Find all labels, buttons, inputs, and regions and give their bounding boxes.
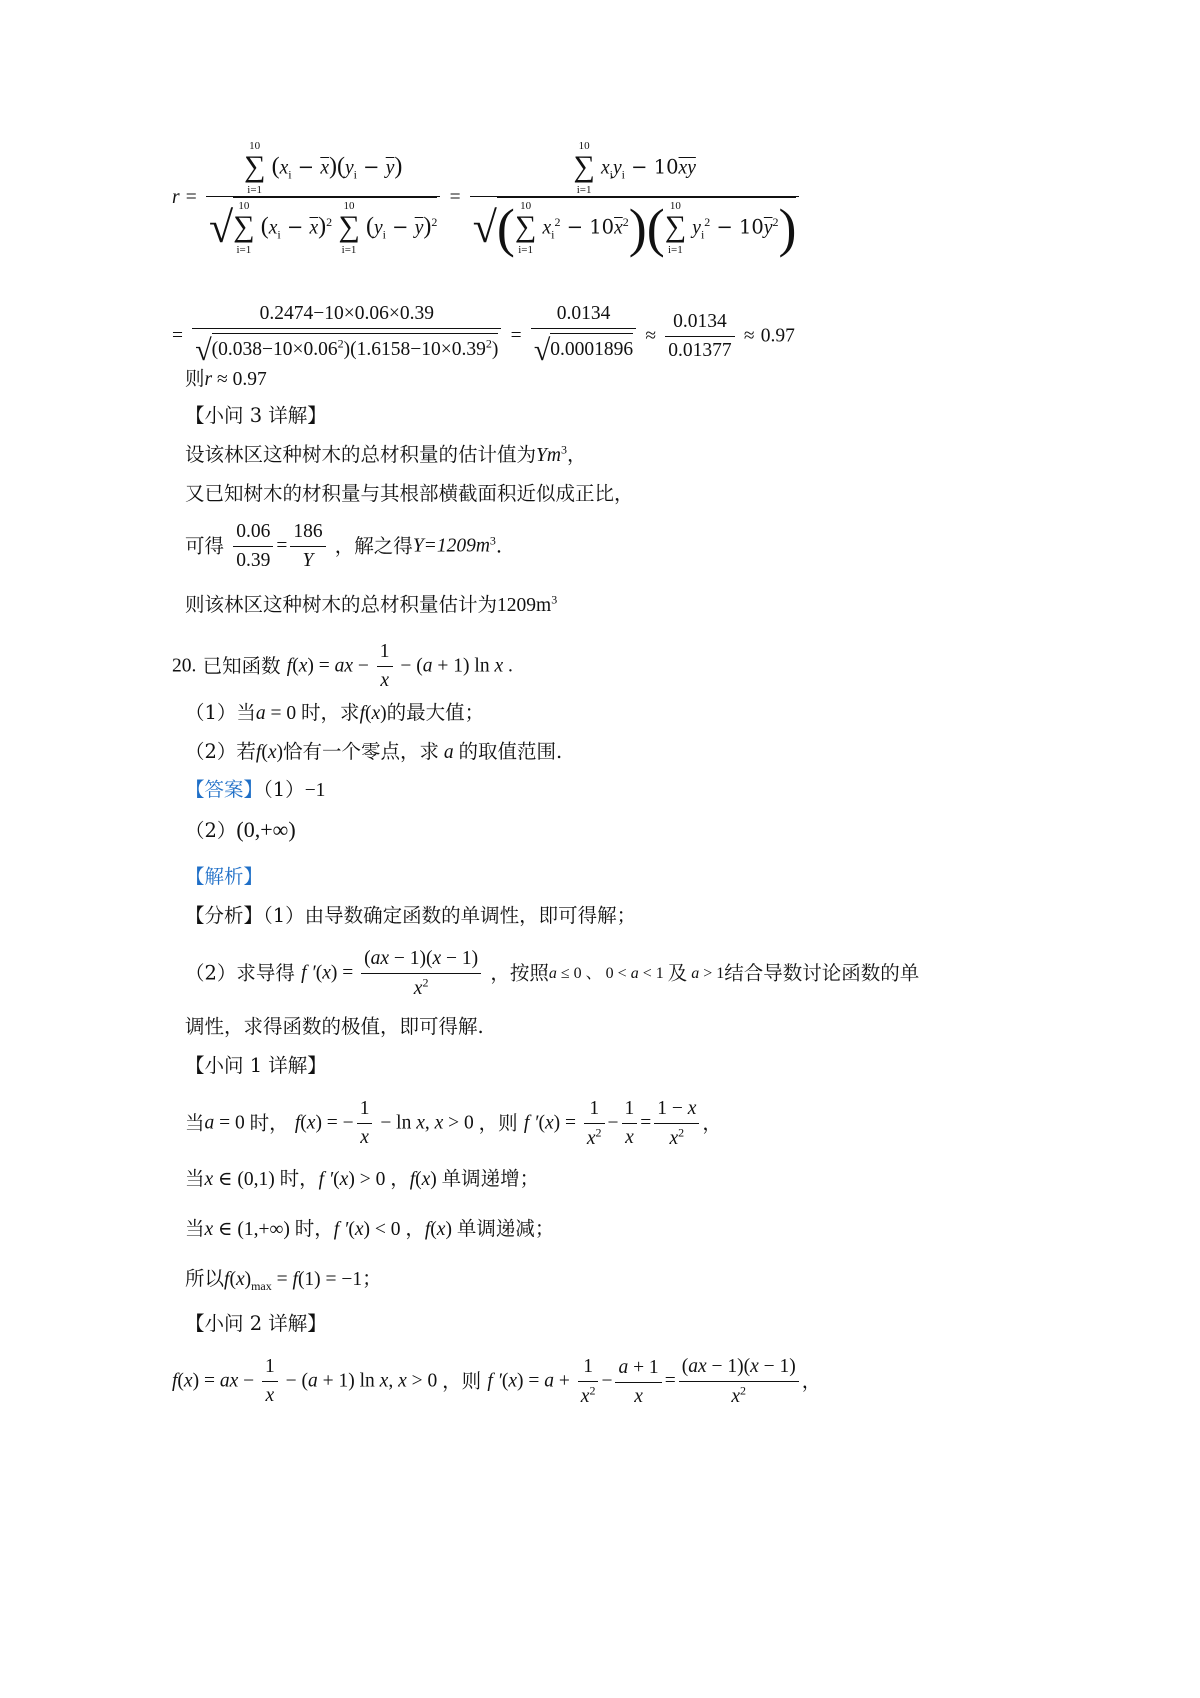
- sub1-l2-time: 时，: [279, 1167, 319, 1190]
- answer-1-label: （1）: [263, 778, 305, 801]
- sub2-heading: 【小问 2 详解】: [185, 1312, 327, 1335]
- q20-sub1-prefix: （1）当: [185, 701, 256, 724]
- answer-1-value: −1: [304, 780, 326, 801]
- sub1-l1-then: ，则: [478, 1111, 518, 1135]
- fenxi-1: （1）由导数确定函数的单调性，即可得解；: [263, 904, 637, 927]
- part3-line4-text: 则该林区这种树木的总材积量估计为: [185, 593, 498, 616]
- sub1-l3-time: 时，: [294, 1217, 334, 1240]
- analysis-label: 【解析】: [185, 865, 264, 888]
- part3-frac2-num: 186: [290, 518, 325, 547]
- numeric-frac-1-num: 0.2474−10×0.06×0.39: [192, 300, 501, 329]
- q20-sub2-end: 的取值范围.: [458, 740, 563, 763]
- part3-frac1-num: 0.06: [233, 518, 273, 547]
- part3-frac1: [233, 518, 273, 575]
- fenxi-2-mid: ，按照: [490, 961, 549, 985]
- answer-2: [185, 817, 296, 844]
- sub1-l3-prefix: 当: [185, 1217, 205, 1240]
- sub1-l2-end: 单调递增；: [441, 1167, 540, 1190]
- den-b: 1.6158−10×0.39: [356, 339, 486, 361]
- sub1-l4-prefix: 所以: [185, 1267, 225, 1290]
- frac3-den: 0.01377: [668, 340, 732, 361]
- part3-frac2: [290, 518, 325, 575]
- formula-r-definition: r = 10 ∑ i=1 $(x_i - \overline{x})(y_i - \overline{y})$ √ 10 ∑ i=1 $(x_i - \overline{x})^2$ 10 ∑ i=1 $(y_i - \overline{y})^2$ = 10 ∑ i=1 $x_iy_i - 10\overline{xy}$ √( 10 ∑ i=1 $x_i^2 - 10\overline{x}^2$)( 10 ∑ i=1 $y_i^2 - 10\overline{y}^2$): [172, 140, 802, 270]
- q20-stem-prefix: 已知函数: [202, 654, 281, 678]
- part3-line3-prefix: 可得: [185, 534, 225, 558]
- sub1-line2: 当x ∈ (0,1) 时，f ′(x) > 0 ，f(x) 单调递增；: [185, 1167, 540, 1190]
- numeric-result: 0.97: [760, 325, 795, 347]
- part3-line3: 可得 $\frac{0.06}{0.39}$ = $\frac{186}{Y}$ ，解之得$Y=1209m^3$.: [185, 518, 502, 575]
- part3-line4-math: 1209m: [497, 595, 552, 616]
- sub2-l1-then: ，则: [442, 1369, 482, 1393]
- frac3-num: 0.0134: [665, 308, 734, 337]
- part3-line3-mid: ，解之得: [334, 534, 413, 558]
- numeric-frac-3: [665, 308, 734, 365]
- q20-sub2: （2）若f(x)恰有一个零点，求 a 的取值范围.: [185, 740, 563, 763]
- answer-label: 【答案】: [185, 778, 264, 801]
- part3-line2: 又已知树木的材积量与其根部横截面积近似成正比，: [185, 482, 634, 505]
- part3-line3-result: Y=1209m: [412, 535, 490, 557]
- part3-line1: 设该林区这种树木的总材积量的估计值为Ym$^3$，: [185, 442, 587, 466]
- den-a: 0.038−10×0.06: [218, 339, 338, 361]
- frac2-den: 0.0001896: [550, 333, 633, 364]
- fenxi-line3: 调性，求得函数的极值，即可得解.: [185, 1015, 484, 1038]
- q20-sub1-end: 的最大值；: [386, 701, 485, 724]
- fenxi-2-prefix: （2）求导得: [185, 961, 295, 985]
- q20-sub1-tail: 时，求: [301, 701, 360, 724]
- r-symbol: r: [172, 187, 180, 208]
- part3-line4: 则该林区这种树木的总材积量估计为$1209m^3$: [185, 592, 558, 616]
- answer-2-label: （2）: [185, 819, 237, 842]
- sub1-heading: 【小问 1 详解】: [185, 1054, 327, 1077]
- part3-frac2-den: Y: [302, 550, 314, 571]
- r-frac-1: 10 ∑ i=1 $(x_i - \overline{x})(y_i - \overline{y})$ √ 10 ∑ i=1 $(x_i - \overline{x})^2$ 10 ∑ i=1 $(y_i - \overline{y})^2$: [206, 140, 440, 256]
- r-approx-value: 0.97: [232, 369, 267, 390]
- conclusion-prefix: 则: [185, 367, 205, 390]
- sub1-line4: 所以$f(x)_{max} = f(1) = -1$；: [185, 1267, 382, 1293]
- q20-stem: 20. 已知函数 f(x) = ax − $\frac{1}{x}$ − (a + 1) ln x .: [172, 638, 513, 695]
- answer-2-value: (0,+∞): [236, 817, 296, 842]
- r-conclusion: 则r ≈ 0.97: [185, 367, 267, 390]
- frac2-num: 0.0134: [531, 300, 636, 329]
- fenxi-2-tail: 结合导数讨论函数的单: [724, 961, 920, 985]
- fenxi-line1: [185, 903, 636, 929]
- sub1-l3-end: 单调递减；: [456, 1217, 555, 1240]
- sub1-l1-time: 时，: [249, 1111, 289, 1135]
- part3-frac1-den: 0.39: [236, 550, 271, 571]
- fenxi-label: 【分析】: [185, 904, 264, 927]
- answer-block: [185, 777, 325, 804]
- part3-line1-text: 设该林区这种树木的总材积量的估计值为: [185, 443, 537, 466]
- part3-line1-math: Ym: [536, 445, 561, 466]
- numeric-frac-2: $\frac{0.0134}{√0.0001896}$: [531, 300, 636, 373]
- sub1-l2-prefix: 当: [185, 1167, 205, 1190]
- numeric-frac-1: $\frac{0.2474-10\times 0.06\times 0.39}{√(0.038-10\times 0.06^2)(1.6158-10\times 0.39^2)}$: [192, 300, 501, 373]
- r-frac-2: 10 ∑ i=1 $x_iy_i - 10\overline{xy}$ √( 10 ∑ i=1 $x_i^2 - 10\overline{x}^2$)( 10 ∑ i=1 $y_i^2 - 10\overline{y}^2$): [470, 140, 800, 256]
- q20-sub2-prefix: （2）若: [185, 740, 256, 763]
- sub1-line3: 当x ∈ (1,+∞) 时，f ′(x) < 0 ，f(x) 单调递减；: [185, 1217, 555, 1240]
- part3-heading: 【小问 3 详解】: [185, 404, 327, 427]
- fenxi-line2: （2）求导得 f ′(x) = $\frac{(ax - 1)(x - 1)}{x^2}$ ，按照a ≤ 0 、 0 < a < 1 及 a > 1结合导数讨论函数的单: [185, 944, 919, 1003]
- q20-sub1: （1）当a = 0 时，求f(x)的最大值；: [185, 701, 485, 724]
- sub1-l1-prefix: 当: [185, 1111, 205, 1135]
- q20-sub2-mid: 恰有一个零点，求: [283, 740, 440, 763]
- formula-r-numeric: = $\frac{0.2474-10\times 0.06\times 0.39}{√(0.038-10\times 0.06^2)(1.6158-10\times 0.39^2)}$ = $\frac{0.0134}{√0.0001896}$ ≈ $\frac{0.0134}{0.01377}$ ≈ 0.97: [172, 300, 795, 373]
- sub1-line1: 当a = 0 时， f(x) = − $\frac{1}{x}$ − ln x, x > 0 ，则 f ′(x) = $\frac{1}{x^2}$ − $\frac{1}{x}$ = $\frac{1 - x}{x^2}$ ，: [185, 1094, 722, 1153]
- sub2-line1: f(x) = ax − $\frac{1}{x}$ − (a + 1) ln x, x > 0 ，则 f ′(x) = a + $\frac{1}{x^2}$ − $\frac{a + 1}{x}$ = $\frac{(ax - 1)(x - 1)}{x^2}$ ，: [172, 1352, 821, 1411]
- q20-number: 20.: [172, 655, 197, 677]
